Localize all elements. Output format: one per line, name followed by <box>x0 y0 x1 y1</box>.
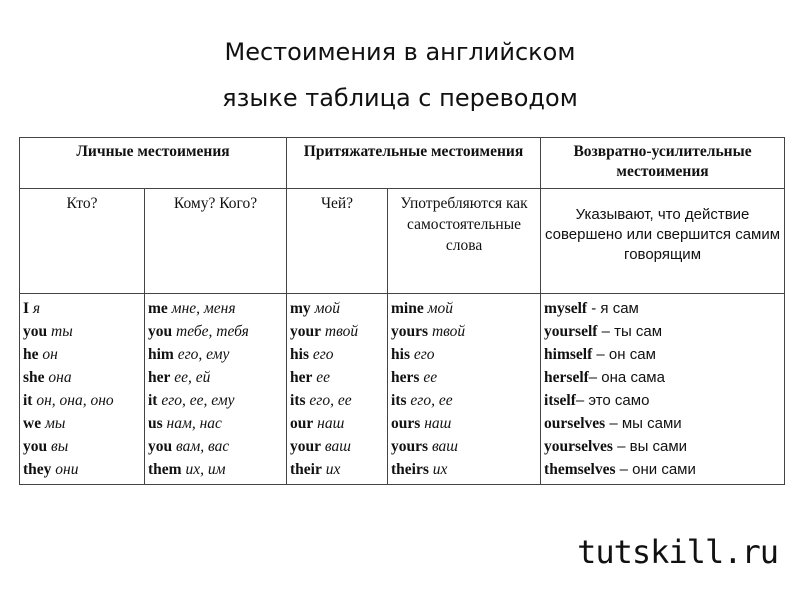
russian-translation: его, ее <box>305 392 352 409</box>
table-body-row <box>20 294 785 485</box>
english-pronoun: hers <box>391 369 420 386</box>
russian-translation: их, им <box>181 461 226 478</box>
english-pronoun: we <box>23 415 42 432</box>
table-row <box>544 297 781 320</box>
reflexive-column <box>541 294 785 485</box>
table-row <box>290 343 384 366</box>
table-row <box>544 343 781 366</box>
russian-translation: его <box>409 346 435 363</box>
russian-translation: вы <box>47 438 69 455</box>
table-row <box>391 366 537 389</box>
personal-object-column <box>145 294 287 485</box>
table-row <box>544 389 781 412</box>
table-row <box>391 297 537 320</box>
english-pronoun: it <box>23 392 33 409</box>
russian-translation: ее <box>312 369 331 386</box>
english-pronoun: theirs <box>391 461 429 478</box>
english-pronoun: you <box>148 438 173 455</box>
russian-translation: мой <box>310 300 340 317</box>
header-personal-pronouns: Личные местоимения <box>20 138 287 189</box>
russian-translation: - я сам <box>587 300 639 317</box>
english-pronoun: themselves <box>544 461 616 478</box>
russian-translation: – они сами <box>615 461 696 478</box>
english-pronoun: it <box>148 392 158 409</box>
table-row <box>290 435 384 458</box>
table-row <box>290 412 384 435</box>
english-pronoun: us <box>148 415 163 432</box>
english-pronoun: ourselves <box>544 415 606 432</box>
russian-translation: ваш <box>428 438 459 455</box>
table-row <box>391 412 537 435</box>
english-pronoun: he <box>23 346 39 363</box>
table-row <box>23 412 141 435</box>
table-row <box>148 389 283 412</box>
english-pronoun: yourself <box>544 323 598 340</box>
russian-translation: нам, нас <box>162 415 222 432</box>
table-row <box>23 435 141 458</box>
russian-translation: ее, ей <box>170 369 211 386</box>
russian-translation: его, ее, ему <box>157 392 235 409</box>
table-row <box>544 366 781 389</box>
russian-translation: наш <box>313 415 345 432</box>
russian-translation: – она сама <box>588 369 665 386</box>
russian-translation: его, ее <box>406 392 453 409</box>
russian-translation: – это само <box>575 392 650 409</box>
table-row <box>290 320 384 343</box>
english-pronoun: itself <box>544 392 576 409</box>
english-pronoun: your <box>290 438 322 455</box>
english-pronoun: them <box>148 461 182 478</box>
english-pronoun: your <box>290 323 322 340</box>
table-row <box>544 435 781 458</box>
russian-translation: ее <box>419 369 438 386</box>
russian-translation: их <box>428 461 448 478</box>
russian-translation: они <box>51 461 79 478</box>
header-reflexive-pronouns: Возвратно-усилительные местоимения <box>541 138 785 189</box>
english-pronoun: me <box>148 300 168 317</box>
english-pronoun: she <box>23 369 45 386</box>
table-row <box>544 412 781 435</box>
english-pronoun: yours <box>391 323 429 340</box>
site-watermark: tutskill.ru <box>577 533 778 571</box>
table-row <box>23 320 141 343</box>
russian-translation: тебе, тебя <box>172 323 249 340</box>
table-row <box>544 458 781 481</box>
russian-translation: – вы сами <box>612 438 688 455</box>
subheader-reflexive-description: Указывают, что действие совершено или свершится самим говорящим <box>541 189 785 294</box>
subheader-whose: Чей? <box>287 189 388 294</box>
english-pronoun: our <box>290 415 314 432</box>
table-row <box>290 297 384 320</box>
english-pronoun: you <box>148 323 173 340</box>
table-row <box>290 366 384 389</box>
russian-translation: он, она, оно <box>32 392 114 409</box>
english-pronoun: you <box>23 323 48 340</box>
english-pronoun: I <box>23 300 30 317</box>
subheader-independent: Употребляются как самостоятельные слова <box>388 189 541 294</box>
russian-translation: твой <box>428 323 466 340</box>
table-row <box>391 343 537 366</box>
russian-translation: она <box>44 369 72 386</box>
english-pronoun: they <box>23 461 52 478</box>
russian-translation: их <box>321 461 341 478</box>
table-row <box>391 389 537 412</box>
russian-translation: его, ему <box>173 346 230 363</box>
table-row <box>391 458 537 481</box>
russian-translation: его <box>308 346 334 363</box>
russian-translation: мне, меня <box>167 300 236 317</box>
english-pronoun: ours <box>391 415 421 432</box>
russian-translation: мой <box>423 300 454 317</box>
english-pronoun: my <box>290 300 311 317</box>
russian-translation: я <box>29 300 41 317</box>
english-pronoun: you <box>23 438 48 455</box>
table-row <box>544 320 781 343</box>
english-pronoun: its <box>290 392 306 409</box>
personal-subject-column <box>20 294 145 485</box>
pronouns-table <box>19 137 785 485</box>
subheader-whom: Кому? Кого? <box>145 189 287 294</box>
english-pronoun: mine <box>391 300 424 317</box>
english-pronoun: its <box>391 392 407 409</box>
english-pronoun: her <box>290 369 313 386</box>
subheader-row <box>20 189 785 294</box>
russian-translation: он <box>38 346 58 363</box>
russian-translation: вам, вас <box>172 438 230 455</box>
table-row <box>148 297 283 320</box>
english-pronoun: their <box>290 461 322 478</box>
russian-translation: ваш <box>321 438 351 455</box>
english-pronoun: his <box>290 346 309 363</box>
table-row <box>148 412 283 435</box>
header-possessive-pronouns: Притяжательные местоимения <box>287 138 541 189</box>
table-row <box>23 297 141 320</box>
table-row <box>290 458 384 481</box>
russian-translation: – он сам <box>592 346 656 363</box>
table-row <box>148 458 283 481</box>
table-row <box>391 435 537 458</box>
english-pronoun: herself <box>544 369 589 386</box>
table-row <box>23 458 141 481</box>
subheader-who: Кто? <box>20 189 145 294</box>
english-pronoun: myself <box>544 300 588 317</box>
table-row <box>23 389 141 412</box>
russian-translation: наш <box>420 415 452 432</box>
table-row <box>148 366 283 389</box>
russian-translation: ты <box>47 323 73 340</box>
russian-translation: мы <box>41 415 66 432</box>
page-title-line-2: языке таблица с переводом <box>222 84 578 112</box>
group-header-row <box>20 138 785 189</box>
possessive-adjective-column <box>287 294 388 485</box>
table-row <box>23 343 141 366</box>
english-pronoun: himself <box>544 346 593 363</box>
table-row <box>391 320 537 343</box>
table-row <box>148 343 283 366</box>
table-row <box>290 389 384 412</box>
page-title-line-1: Местоимения в английском <box>224 38 576 66</box>
table-row <box>148 435 283 458</box>
english-pronoun: him <box>148 346 174 363</box>
english-pronoun: yours <box>391 438 429 455</box>
english-pronoun: yourselves <box>544 438 613 455</box>
russian-translation: – мы сами <box>605 415 682 432</box>
english-pronoun: her <box>148 369 171 386</box>
russian-translation: – ты сам <box>597 323 663 340</box>
possessive-independent-column <box>388 294 541 485</box>
english-pronoun: his <box>391 346 410 363</box>
russian-translation: твой <box>321 323 359 340</box>
table-row <box>148 320 283 343</box>
table-row <box>23 366 141 389</box>
